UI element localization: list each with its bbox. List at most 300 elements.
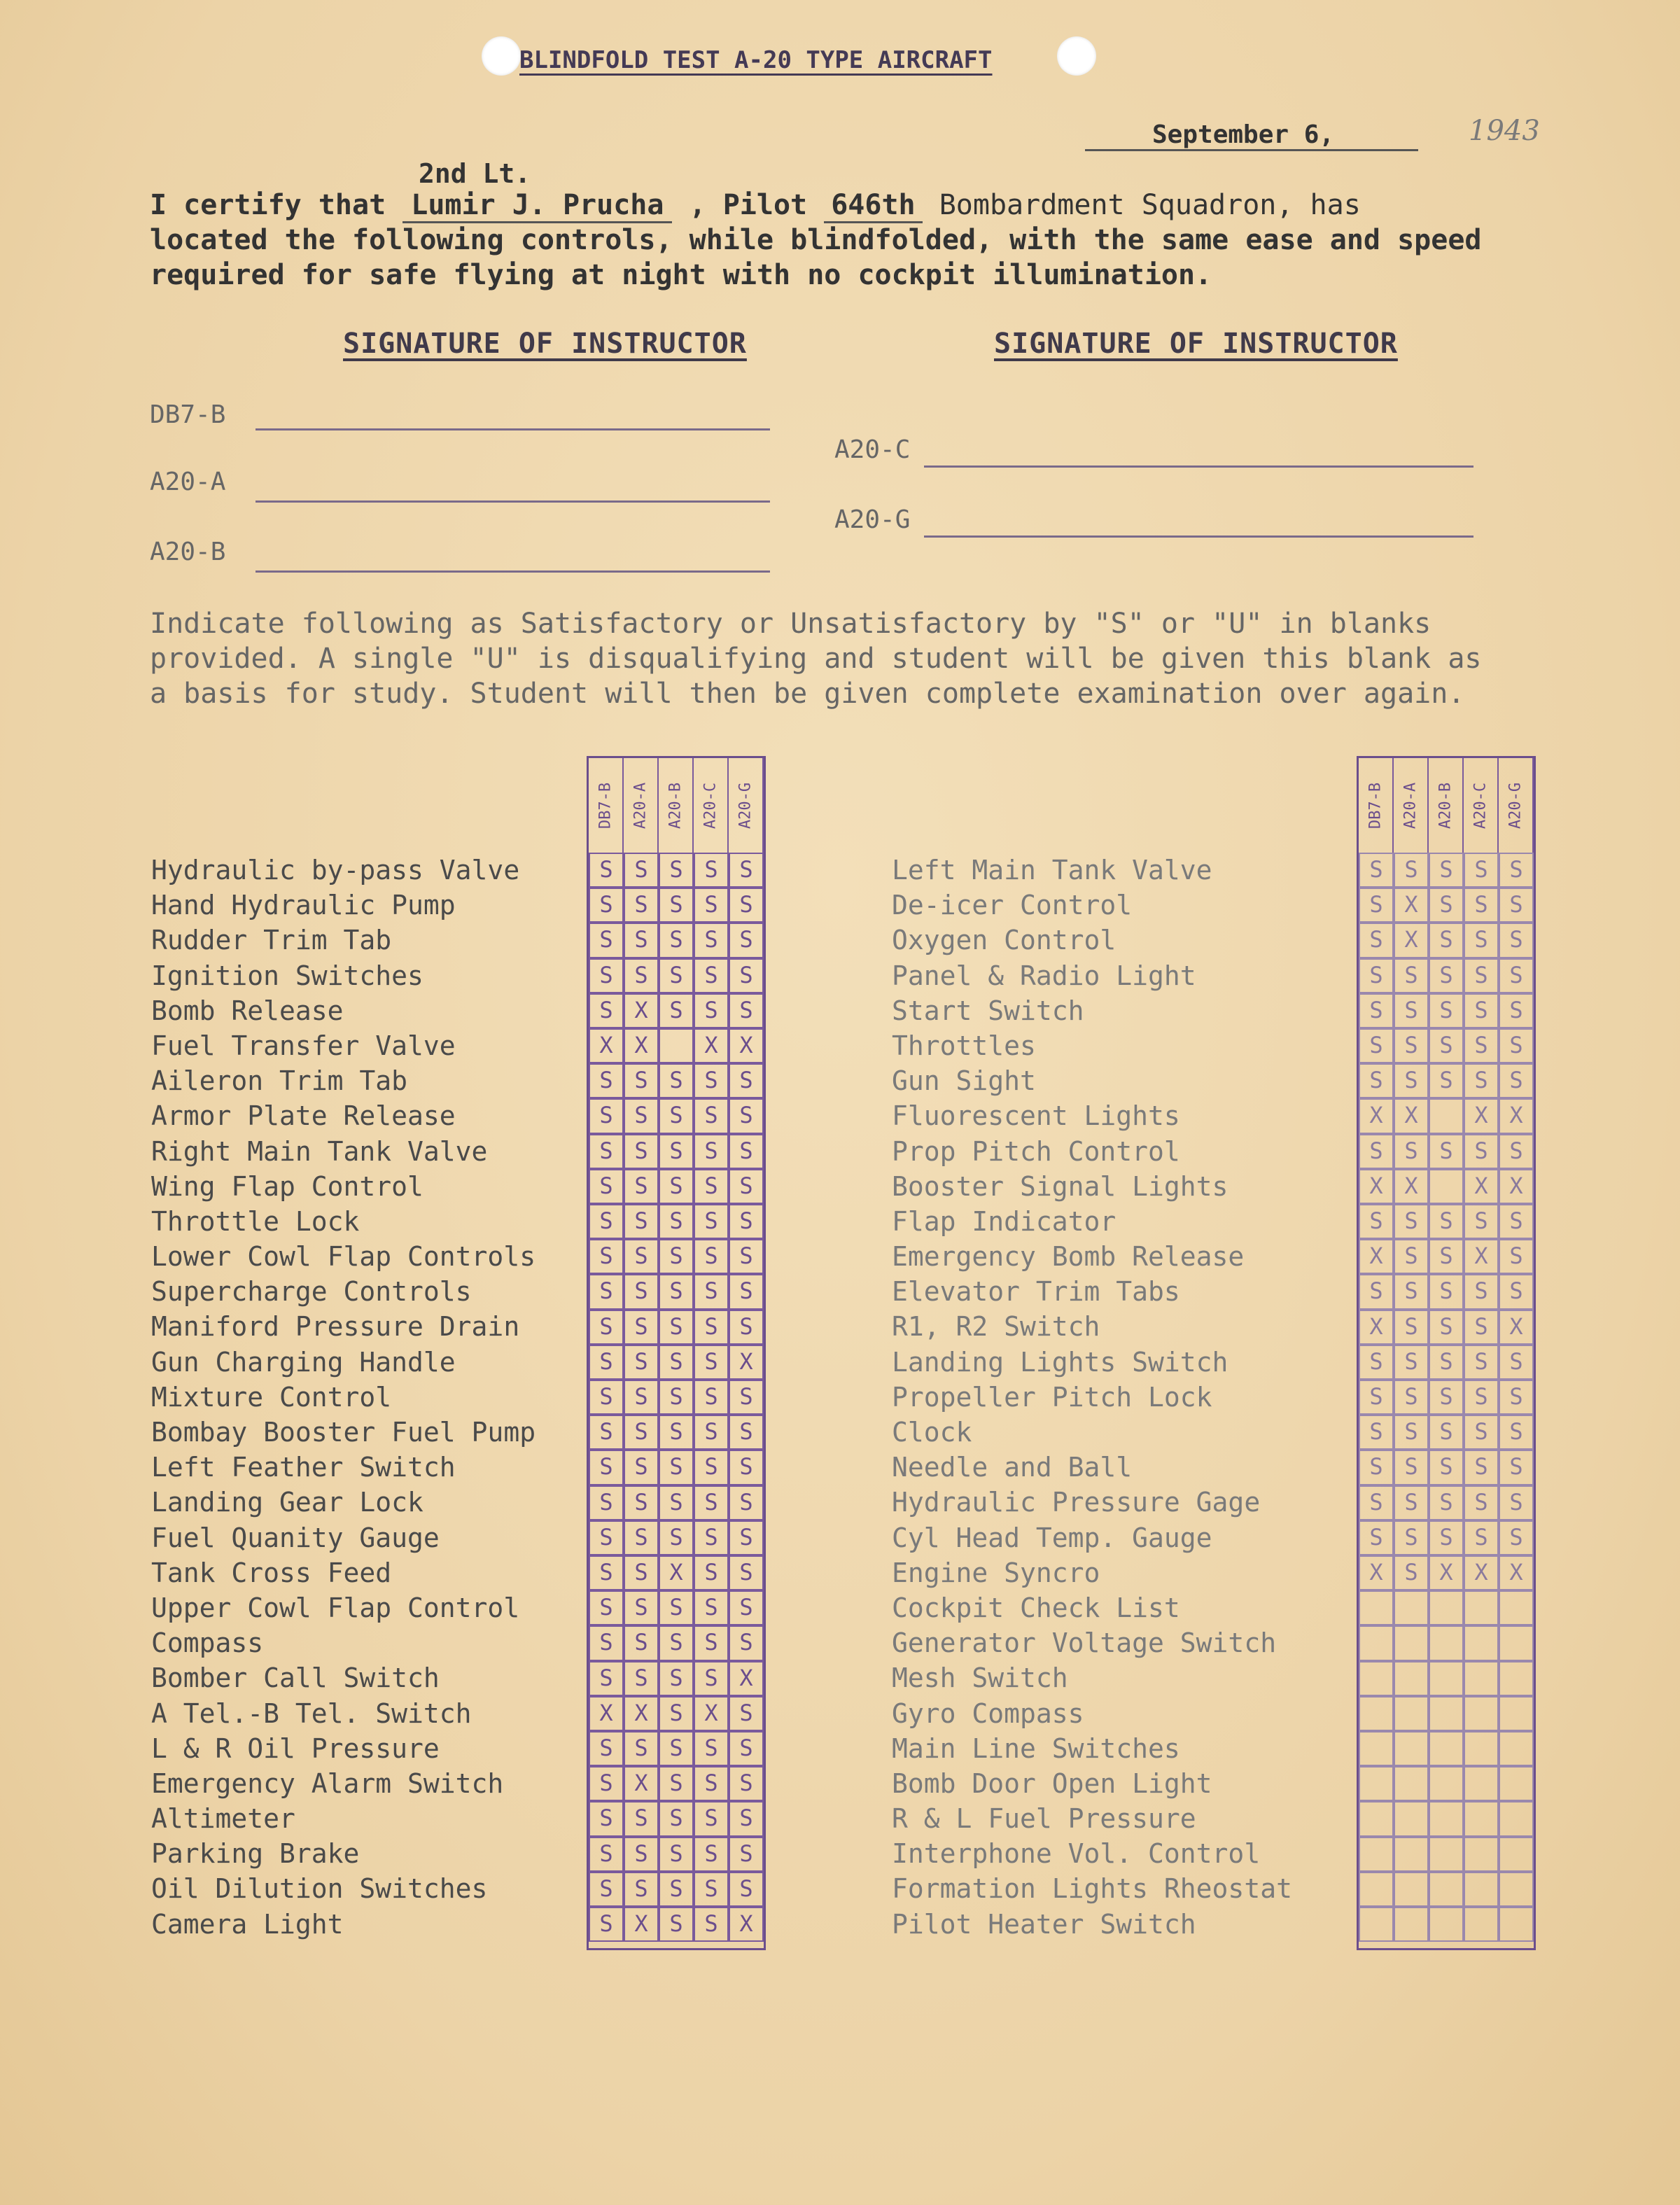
score-cell[interactable]	[1359, 1661, 1394, 1696]
score-cell[interactable]: S	[1464, 1310, 1499, 1345]
score-cell[interactable]	[1359, 1731, 1394, 1766]
score-cell[interactable]: S	[1464, 1380, 1499, 1415]
score-cell[interactable]: X	[589, 1028, 624, 1063]
score-cell[interactable]: S	[589, 1063, 624, 1098]
score-cell[interactable]: S	[694, 1239, 729, 1274]
score-cell[interactable]: X	[1394, 888, 1429, 923]
score-cell[interactable]: X	[1499, 1555, 1534, 1590]
score-cell[interactable]: S	[729, 1485, 764, 1520]
score-cell[interactable]	[1359, 1907, 1394, 1942]
score-cell[interactable]: S	[694, 1872, 729, 1907]
score-cell[interactable]: S	[729, 853, 764, 888]
score-cell[interactable]: S	[659, 888, 694, 923]
score-cell[interactable]: S	[624, 1801, 659, 1836]
score-cell[interactable]: S	[1429, 1450, 1464, 1485]
score-cell[interactable]	[1394, 1907, 1429, 1942]
score-cell[interactable]: S	[1359, 923, 1394, 958]
score-cell[interactable]: S	[729, 1204, 764, 1239]
score-cell[interactable]	[1394, 1837, 1429, 1872]
score-cell[interactable]: S	[624, 1731, 659, 1766]
score-cell[interactable]: X	[624, 1907, 659, 1942]
score-cell[interactable]: X	[624, 993, 659, 1028]
score-cell[interactable]: S	[589, 1380, 624, 1415]
score-cell[interactable]: S	[1429, 1310, 1464, 1345]
score-cell[interactable]: S	[624, 1625, 659, 1660]
score-cell[interactable]: S	[589, 1274, 624, 1309]
score-cell[interactable]: S	[1429, 853, 1464, 888]
score-cell[interactable]: S	[694, 1450, 729, 1485]
score-cell[interactable]: S	[729, 888, 764, 923]
score-cell[interactable]: S	[1464, 1204, 1499, 1239]
score-cell[interactable]: S	[1359, 1380, 1394, 1415]
score-cell[interactable]: S	[1429, 993, 1464, 1028]
score-cell[interactable]: S	[1394, 853, 1429, 888]
score-cell[interactable]: S	[624, 1485, 659, 1520]
score-cell[interactable]: S	[589, 1731, 624, 1766]
score-cell[interactable]: S	[1429, 923, 1464, 958]
score-cell[interactable]: S	[1464, 1485, 1499, 1520]
score-cell[interactable]: S	[589, 1169, 624, 1204]
score-cell[interactable]: S	[659, 1310, 694, 1345]
score-cell[interactable]: S	[1499, 1028, 1534, 1063]
score-cell[interactable]: S	[729, 1801, 764, 1836]
score-cell[interactable]: S	[1464, 958, 1499, 993]
score-cell[interactable]: S	[624, 958, 659, 993]
score-cell[interactable]: S	[1464, 853, 1499, 888]
score-cell[interactable]: S	[659, 993, 694, 1028]
score-cell[interactable]: S	[1359, 1204, 1394, 1239]
score-cell[interactable]	[1499, 1837, 1534, 1872]
score-cell[interactable]: S	[1394, 993, 1429, 1028]
score-cell[interactable]	[1429, 1590, 1464, 1625]
score-cell[interactable]	[1429, 1837, 1464, 1872]
score-cell[interactable]	[1359, 1872, 1394, 1907]
score-cell[interactable]: X	[694, 1028, 729, 1063]
score-cell[interactable]: S	[589, 958, 624, 993]
score-cell[interactable]: S	[1499, 1485, 1534, 1520]
score-cell[interactable]: S	[624, 1310, 659, 1345]
score-cell[interactable]: S	[624, 1274, 659, 1309]
score-cell[interactable]: S	[729, 1310, 764, 1345]
score-cell[interactable]: S	[694, 1766, 729, 1801]
score-cell[interactable]: S	[729, 923, 764, 958]
score-cell[interactable]: S	[1499, 1345, 1534, 1380]
score-cell[interactable]: X	[1394, 1169, 1429, 1204]
score-cell[interactable]: S	[1394, 1380, 1429, 1415]
score-cell[interactable]: S	[589, 1590, 624, 1625]
score-cell[interactable]: S	[659, 1239, 694, 1274]
score-cell[interactable]: S	[589, 1555, 624, 1590]
score-cell[interactable]: S	[1394, 1063, 1429, 1098]
score-cell[interactable]: S	[729, 1625, 764, 1660]
score-cell[interactable]: S	[1359, 993, 1394, 1028]
score-cell[interactable]: S	[1429, 1520, 1464, 1555]
score-cell[interactable]: S	[1359, 1345, 1394, 1380]
score-cell[interactable]	[1359, 1837, 1394, 1872]
score-cell[interactable]: S	[1429, 958, 1464, 993]
score-cell[interactable]: S	[589, 1766, 624, 1801]
score-cell[interactable]: S	[659, 923, 694, 958]
score-cell[interactable]: S	[694, 1625, 729, 1660]
score-cell[interactable]: S	[694, 1134, 729, 1169]
score-cell[interactable]: S	[589, 853, 624, 888]
score-cell[interactable]: S	[1394, 1204, 1429, 1239]
score-cell[interactable]: S	[1394, 1239, 1429, 1274]
score-cell[interactable]: S	[729, 1520, 764, 1555]
score-cell[interactable]: S	[1359, 1274, 1394, 1309]
score-cell[interactable]: S	[1429, 1204, 1464, 1239]
score-cell[interactable]: S	[659, 1625, 694, 1660]
score-cell[interactable]	[1499, 1766, 1534, 1801]
score-cell[interactable]: S	[1359, 958, 1394, 993]
score-cell[interactable]: S	[624, 923, 659, 958]
score-cell[interactable]: X	[1499, 1098, 1534, 1133]
score-cell[interactable]: S	[729, 1274, 764, 1309]
score-cell[interactable]: S	[1429, 1063, 1464, 1098]
score-cell[interactable]: S	[694, 1590, 729, 1625]
score-cell[interactable]: S	[1499, 1239, 1534, 1274]
score-cell[interactable]: S	[624, 1063, 659, 1098]
score-cell[interactable]: S	[1394, 1450, 1429, 1485]
score-cell[interactable]: S	[589, 1450, 624, 1485]
score-cell[interactable]	[1464, 1731, 1499, 1766]
score-cell[interactable]: S	[659, 1450, 694, 1485]
score-cell[interactable]	[1499, 1801, 1534, 1836]
score-cell[interactable]: S	[624, 1204, 659, 1239]
score-cell[interactable]: X	[1499, 1310, 1534, 1345]
score-cell[interactable]: S	[624, 1415, 659, 1450]
score-cell[interactable]	[1464, 1907, 1499, 1942]
score-cell[interactable]: S	[729, 1450, 764, 1485]
score-cell[interactable]: S	[1429, 1134, 1464, 1169]
score-cell[interactable]	[1429, 1731, 1464, 1766]
score-cell[interactable]: S	[624, 1450, 659, 1485]
score-cell[interactable]: S	[624, 888, 659, 923]
score-cell[interactable]: S	[1359, 1415, 1394, 1450]
score-cell[interactable]: S	[694, 1345, 729, 1380]
score-cell[interactable]: S	[1394, 1274, 1429, 1309]
score-cell[interactable]: S	[1499, 958, 1534, 993]
score-cell[interactable]: S	[1359, 1028, 1394, 1063]
score-cell[interactable]: S	[589, 923, 624, 958]
score-cell[interactable]: S	[659, 1380, 694, 1415]
score-cell[interactable]: X	[1359, 1310, 1394, 1345]
score-cell[interactable]: S	[729, 1731, 764, 1766]
score-cell[interactable]: S	[1429, 1028, 1464, 1063]
score-cell[interactable]: S	[694, 993, 729, 1028]
score-cell[interactable]: S	[589, 1872, 624, 1907]
score-cell[interactable]: X	[1464, 1169, 1499, 1204]
score-cell[interactable]: S	[589, 1520, 624, 1555]
score-cell[interactable]: S	[1464, 923, 1499, 958]
score-cell[interactable]: S	[659, 1837, 694, 1872]
score-cell[interactable]	[1394, 1872, 1429, 1907]
score-cell[interactable]: S	[1429, 1485, 1464, 1520]
score-cell[interactable]	[1499, 1872, 1534, 1907]
score-cell[interactable]: S	[1464, 1450, 1499, 1485]
score-cell[interactable]: S	[624, 853, 659, 888]
score-cell[interactable]	[1394, 1766, 1429, 1801]
score-cell[interactable]	[1499, 1625, 1534, 1660]
score-cell[interactable]: S	[729, 1872, 764, 1907]
score-cell[interactable]	[1499, 1590, 1534, 1625]
score-cell[interactable]: X	[694, 1696, 729, 1731]
score-cell[interactable]: S	[729, 1134, 764, 1169]
score-cell[interactable]: S	[1499, 1204, 1534, 1239]
score-cell[interactable]: S	[1359, 1063, 1394, 1098]
score-cell[interactable]: S	[1464, 1345, 1499, 1380]
score-cell[interactable]	[1429, 1801, 1464, 1836]
score-cell[interactable]: S	[1394, 1485, 1429, 1520]
score-cell[interactable]: S	[694, 1555, 729, 1590]
score-cell[interactable]: S	[624, 1169, 659, 1204]
score-cell[interactable]: S	[1429, 1345, 1464, 1380]
score-cell[interactable]: S	[1499, 993, 1534, 1028]
score-cell[interactable]: S	[624, 1239, 659, 1274]
score-cell[interactable]: S	[1429, 1239, 1464, 1274]
score-cell[interactable]: X	[1464, 1239, 1499, 1274]
score-cell[interactable]: S	[659, 1169, 694, 1204]
score-cell[interactable]	[1429, 1661, 1464, 1696]
score-cell[interactable]: S	[729, 1766, 764, 1801]
score-cell[interactable]: S	[1429, 1415, 1464, 1450]
score-cell[interactable]	[1429, 1625, 1464, 1660]
score-cell[interactable]: S	[624, 1837, 659, 1872]
score-cell[interactable]	[1464, 1625, 1499, 1660]
score-cell[interactable]: S	[729, 1098, 764, 1133]
score-cell[interactable]: S	[694, 888, 729, 923]
score-cell[interactable]: S	[1499, 1274, 1534, 1309]
score-cell[interactable]: S	[589, 1907, 624, 1942]
score-cell[interactable]: S	[659, 1098, 694, 1133]
score-cell[interactable]	[1429, 1169, 1464, 1204]
score-cell[interactable]: S	[1359, 888, 1394, 923]
score-cell[interactable]: S	[589, 1485, 624, 1520]
score-cell[interactable]: X	[1499, 1169, 1534, 1204]
signature-line-a20c[interactable]	[924, 465, 1474, 468]
score-cell[interactable]: S	[659, 1134, 694, 1169]
score-cell[interactable]: S	[1429, 1274, 1464, 1309]
score-cell[interactable]: S	[1394, 1310, 1429, 1345]
score-cell[interactable]: S	[729, 1239, 764, 1274]
score-cell[interactable]: S	[694, 958, 729, 993]
score-cell[interactable]: S	[1394, 1555, 1429, 1590]
score-cell[interactable]: S	[1359, 853, 1394, 888]
score-cell[interactable]: S	[1464, 1520, 1499, 1555]
score-cell[interactable]: X	[1464, 1555, 1499, 1590]
score-cell[interactable]: S	[1499, 923, 1534, 958]
score-cell[interactable]: S	[1394, 1345, 1429, 1380]
score-cell[interactable]: S	[729, 958, 764, 993]
score-cell[interactable]: S	[589, 888, 624, 923]
score-cell[interactable]: S	[624, 1555, 659, 1590]
score-cell[interactable]: S	[1464, 1274, 1499, 1309]
score-cell[interactable]	[1359, 1696, 1394, 1731]
score-cell[interactable]: S	[1464, 1063, 1499, 1098]
score-cell[interactable]: S	[659, 1063, 694, 1098]
score-cell[interactable]: S	[1429, 1380, 1464, 1415]
score-cell[interactable]: X	[1394, 923, 1429, 958]
score-cell[interactable]: X	[1359, 1239, 1394, 1274]
score-cell[interactable]: S	[589, 993, 624, 1028]
score-cell[interactable]: S	[1499, 1520, 1534, 1555]
score-cell[interactable]: X	[624, 1028, 659, 1063]
score-cell[interactable]: S	[1359, 1450, 1394, 1485]
score-cell[interactable]: X	[729, 1028, 764, 1063]
score-cell[interactable]: S	[694, 923, 729, 958]
score-cell[interactable]: S	[694, 1485, 729, 1520]
score-cell[interactable]: X	[659, 1555, 694, 1590]
score-cell[interactable]: S	[624, 1134, 659, 1169]
score-cell[interactable]	[1499, 1661, 1534, 1696]
score-cell[interactable]: S	[1499, 1415, 1534, 1450]
score-cell[interactable]: S	[1359, 1485, 1394, 1520]
score-cell[interactable]: S	[1499, 888, 1534, 923]
score-cell[interactable]: S	[659, 1661, 694, 1696]
score-cell[interactable]: X	[1429, 1555, 1464, 1590]
score-cell[interactable]: X	[589, 1696, 624, 1731]
score-cell[interactable]	[1464, 1872, 1499, 1907]
score-cell[interactable]: S	[694, 1063, 729, 1098]
score-cell[interactable]: S	[729, 1696, 764, 1731]
score-cell[interactable]	[1394, 1661, 1429, 1696]
score-cell[interactable]: S	[624, 1345, 659, 1380]
score-cell[interactable]: S	[1359, 1134, 1394, 1169]
score-cell[interactable]: X	[624, 1766, 659, 1801]
score-cell[interactable]: S	[694, 1801, 729, 1836]
score-cell[interactable]: S	[659, 1766, 694, 1801]
score-cell[interactable]: S	[694, 1837, 729, 1872]
score-cell[interactable]: X	[1359, 1098, 1394, 1133]
signature-line-db7b[interactable]	[255, 428, 770, 430]
score-cell[interactable]: S	[694, 1098, 729, 1133]
score-cell[interactable]: S	[659, 1907, 694, 1942]
score-cell[interactable]: S	[659, 958, 694, 993]
score-cell[interactable]: S	[659, 1801, 694, 1836]
score-cell[interactable]	[1429, 1766, 1464, 1801]
score-cell[interactable]	[1359, 1766, 1394, 1801]
score-cell[interactable]: S	[1464, 993, 1499, 1028]
score-cell[interactable]	[1429, 1696, 1464, 1731]
score-cell[interactable]: S	[729, 993, 764, 1028]
score-cell[interactable]: S	[659, 1345, 694, 1380]
score-cell[interactable]: S	[1499, 853, 1534, 888]
score-cell[interactable]: S	[729, 1380, 764, 1415]
score-cell[interactable]	[1464, 1837, 1499, 1872]
score-cell[interactable]: S	[1464, 1028, 1499, 1063]
score-cell[interactable]	[1464, 1801, 1499, 1836]
score-cell[interactable]: S	[1499, 1063, 1534, 1098]
score-cell[interactable]: X	[729, 1907, 764, 1942]
score-cell[interactable]: S	[659, 1415, 694, 1450]
score-cell[interactable]	[1499, 1731, 1534, 1766]
score-cell[interactable]: S	[624, 1590, 659, 1625]
score-cell[interactable]: S	[659, 1731, 694, 1766]
score-cell[interactable]	[659, 1028, 694, 1063]
score-cell[interactable]: S	[589, 1310, 624, 1345]
score-cell[interactable]: X	[729, 1661, 764, 1696]
score-cell[interactable]: S	[659, 853, 694, 888]
score-cell[interactable]: S	[1394, 1415, 1429, 1450]
score-cell[interactable]: S	[694, 853, 729, 888]
score-cell[interactable]: S	[659, 1274, 694, 1309]
score-cell[interactable]: S	[624, 1380, 659, 1415]
signature-line-a20a[interactable]	[255, 500, 770, 503]
score-cell[interactable]: S	[1394, 1520, 1429, 1555]
score-cell[interactable]: X	[1394, 1098, 1429, 1133]
score-cell[interactable]: S	[729, 1555, 764, 1590]
score-cell[interactable]	[1394, 1731, 1429, 1766]
score-cell[interactable]	[1394, 1801, 1429, 1836]
score-cell[interactable]: S	[1464, 888, 1499, 923]
score-cell[interactable]	[1464, 1661, 1499, 1696]
score-cell[interactable]	[1429, 1907, 1464, 1942]
score-cell[interactable]: S	[624, 1098, 659, 1133]
score-cell[interactable]	[1429, 1872, 1464, 1907]
score-cell[interactable]: S	[1394, 1028, 1429, 1063]
score-cell[interactable]: S	[659, 1520, 694, 1555]
score-cell[interactable]: S	[694, 1204, 729, 1239]
score-cell[interactable]: S	[589, 1134, 624, 1169]
score-cell[interactable]	[1499, 1696, 1534, 1731]
score-cell[interactable]: S	[589, 1837, 624, 1872]
score-cell[interactable]: S	[1464, 1415, 1499, 1450]
score-cell[interactable]: S	[694, 1169, 729, 1204]
score-cell[interactable]: S	[729, 1590, 764, 1625]
score-cell[interactable]: S	[694, 1907, 729, 1942]
score-cell[interactable]: S	[589, 1345, 624, 1380]
score-cell[interactable]: S	[659, 1485, 694, 1520]
score-cell[interactable]: S	[729, 1415, 764, 1450]
score-cell[interactable]: S	[624, 1872, 659, 1907]
score-cell[interactable]: S	[1499, 1380, 1534, 1415]
score-cell[interactable]: S	[659, 1696, 694, 1731]
score-cell[interactable]: S	[1499, 1450, 1534, 1485]
score-cell[interactable]: S	[589, 1098, 624, 1133]
score-cell[interactable]: S	[1359, 1520, 1394, 1555]
score-cell[interactable]	[1464, 1766, 1499, 1801]
score-cell[interactable]: S	[659, 1872, 694, 1907]
signature-line-a20b[interactable]	[255, 570, 770, 573]
score-cell[interactable]: S	[1464, 1134, 1499, 1169]
score-cell[interactable]	[1359, 1801, 1394, 1836]
score-cell[interactable]: S	[694, 1731, 729, 1766]
score-cell[interactable]: S	[729, 1837, 764, 1872]
score-cell[interactable]: X	[624, 1696, 659, 1731]
score-cell[interactable]	[1429, 1098, 1464, 1133]
score-cell[interactable]: S	[589, 1204, 624, 1239]
score-cell[interactable]	[1464, 1590, 1499, 1625]
score-cell[interactable]: S	[694, 1380, 729, 1415]
score-cell[interactable]: S	[1429, 888, 1464, 923]
score-cell[interactable]: S	[659, 1204, 694, 1239]
score-cell[interactable]: S	[694, 1274, 729, 1309]
score-cell[interactable]: X	[1359, 1555, 1394, 1590]
score-cell[interactable]: S	[1499, 1134, 1534, 1169]
score-cell[interactable]: S	[694, 1661, 729, 1696]
score-cell[interactable]: S	[1394, 958, 1429, 993]
signature-line-a20g[interactable]	[924, 536, 1474, 538]
score-cell[interactable]	[1499, 1907, 1534, 1942]
score-cell[interactable]: S	[589, 1801, 624, 1836]
score-cell[interactable]: S	[624, 1520, 659, 1555]
score-cell[interactable]: S	[589, 1415, 624, 1450]
score-cell[interactable]: S	[694, 1415, 729, 1450]
score-cell[interactable]: S	[624, 1661, 659, 1696]
score-cell[interactable]: S	[694, 1520, 729, 1555]
score-cell[interactable]	[1359, 1590, 1394, 1625]
score-cell[interactable]	[1394, 1625, 1429, 1660]
